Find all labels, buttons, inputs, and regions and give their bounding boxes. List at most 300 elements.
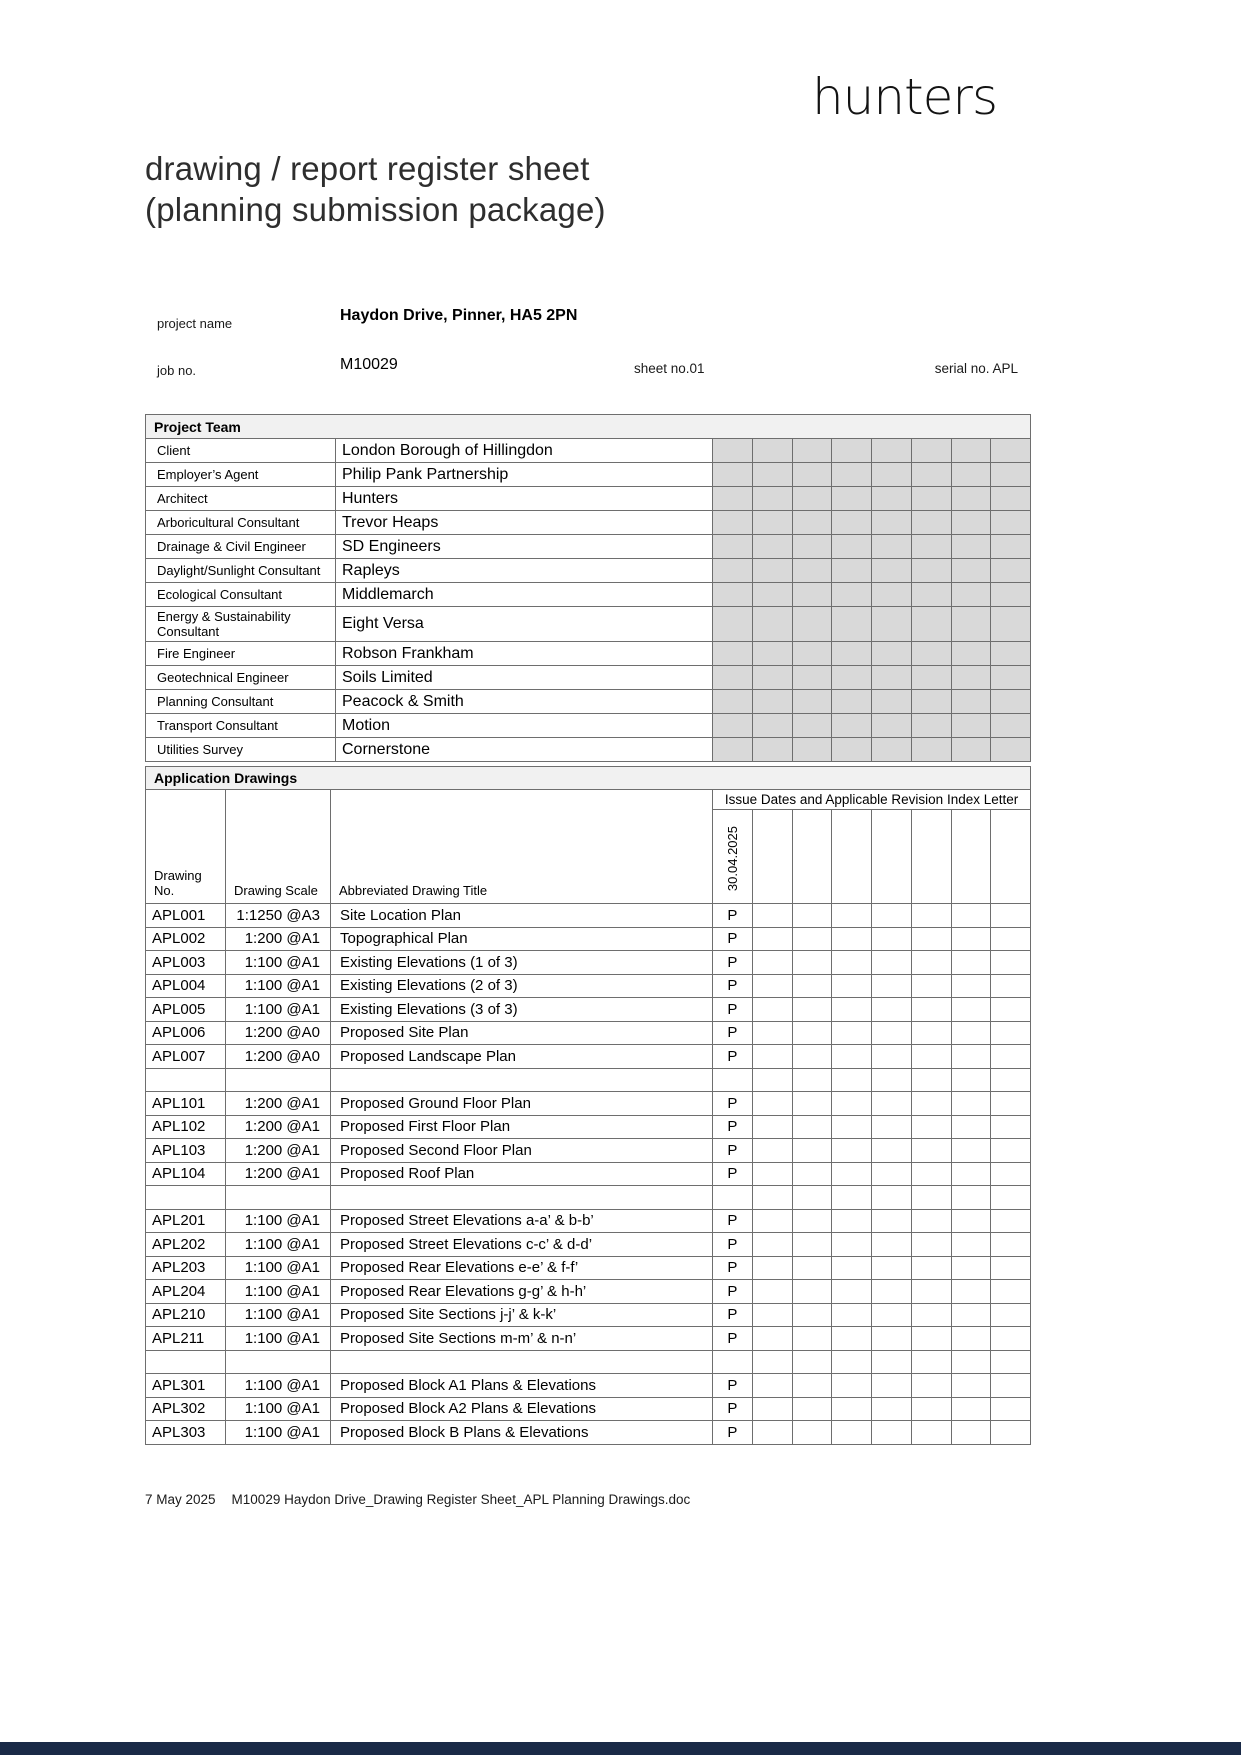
footer-filename: M10029 Haydon Drive_Drawing Register Sheet_APL Planning Drawings.doc xyxy=(231,1492,691,1507)
drawing-row xyxy=(146,927,1031,951)
revision-grid-cell xyxy=(792,714,832,738)
revision-cell xyxy=(951,1350,991,1374)
revision-grid-cell xyxy=(991,535,1031,559)
revision-cell xyxy=(832,1092,872,1116)
team-role-label: Utilities Survey xyxy=(146,738,336,762)
revision-grid-cell xyxy=(832,583,872,607)
revision-cell xyxy=(951,1162,991,1186)
drawing-no-cell: APL301 xyxy=(146,1374,226,1398)
revision-grid-cell xyxy=(832,607,872,642)
revision-grid-cell xyxy=(951,535,991,559)
revision-grid-cell xyxy=(752,607,792,642)
drawing-row xyxy=(146,1045,1031,1069)
revision-cell xyxy=(872,1021,912,1045)
team-role-label: Fire Engineer xyxy=(146,642,336,666)
project-team-row xyxy=(146,666,1031,690)
drawing-no-cell xyxy=(146,1068,226,1092)
revision-cell xyxy=(792,904,832,928)
drawing-row xyxy=(146,1303,1031,1327)
revision-cell: P xyxy=(713,927,753,951)
revision-cell xyxy=(832,1209,872,1233)
revision-cell xyxy=(872,1374,912,1398)
drawing-row xyxy=(146,1162,1031,1186)
team-role-label: Geotechnical Engineer xyxy=(146,666,336,690)
revision-cell: P xyxy=(713,1303,753,1327)
revision-cell xyxy=(752,1280,792,1304)
revision-cell xyxy=(951,1186,991,1210)
revision-grid-cell xyxy=(911,511,951,535)
revision-cell: P xyxy=(713,1209,753,1233)
drawing-title-cell: Proposed Block B Plans & Elevations xyxy=(331,1421,713,1445)
revision-cell xyxy=(832,1186,872,1210)
team-role-label: Planning Consultant xyxy=(146,690,336,714)
revision-grid-cell xyxy=(991,714,1031,738)
revision-grid-cell xyxy=(752,487,792,511)
drawing-title-cell: Proposed First Floor Plan xyxy=(331,1115,713,1139)
revision-cell xyxy=(911,1280,951,1304)
revision-cell xyxy=(951,1421,991,1445)
revision-grid-cell xyxy=(951,559,991,583)
bottom-accent-bar xyxy=(0,1742,1241,1755)
drawing-row xyxy=(146,1397,1031,1421)
team-company-name: Eight Versa xyxy=(336,607,713,642)
revision-cell xyxy=(752,1115,792,1139)
revision-cell xyxy=(991,974,1031,998)
revision-grid-cell xyxy=(911,690,951,714)
revision-cell xyxy=(951,904,991,928)
revision-cell xyxy=(872,1068,912,1092)
revision-grid-cell xyxy=(911,535,951,559)
drawing-row xyxy=(146,1139,1031,1163)
revision-cell xyxy=(951,1139,991,1163)
team-company-name: Rapleys xyxy=(336,559,713,583)
drawing-scale-cell: 1:200 @A1 xyxy=(226,927,331,951)
revision-cell xyxy=(792,998,832,1022)
application-drawings-table xyxy=(145,766,1031,1445)
drawing-row xyxy=(146,1233,1031,1257)
revision-grid-cell xyxy=(991,463,1031,487)
revision-grid-cell xyxy=(991,666,1031,690)
drawing-row xyxy=(146,998,1031,1022)
team-company-name: Cornerstone xyxy=(336,738,713,762)
revision-cell xyxy=(951,1280,991,1304)
drawing-scale-cell: 1:200 @A0 xyxy=(226,1021,331,1045)
revision-grid-cell xyxy=(872,535,912,559)
revision-grid-cell xyxy=(832,714,872,738)
revision-cell xyxy=(951,974,991,998)
revision-cell xyxy=(872,1045,912,1069)
drawing-no-cell: APL211 xyxy=(146,1327,226,1351)
revision-grid-cell xyxy=(832,535,872,559)
revision-cell: P xyxy=(713,1421,753,1445)
project-team-row xyxy=(146,559,1031,583)
drawing-no-cell: APL303 xyxy=(146,1421,226,1445)
issue-date-cell xyxy=(792,810,832,904)
revision-grid-cell xyxy=(752,583,792,607)
revision-grid-cell xyxy=(832,463,872,487)
revision-cell xyxy=(872,974,912,998)
team-role-label: Drainage & Civil Engineer xyxy=(146,535,336,559)
revision-cell xyxy=(911,1233,951,1257)
revision-cell xyxy=(951,927,991,951)
drawing-no-cell: APL002 xyxy=(146,927,226,951)
revision-cell xyxy=(792,1421,832,1445)
revision-cell xyxy=(752,1421,792,1445)
revision-grid-cell xyxy=(752,642,792,666)
revision-grid-cell xyxy=(951,439,991,463)
revision-cell xyxy=(991,1092,1031,1116)
revision-grid-cell xyxy=(792,511,832,535)
revision-cell xyxy=(991,1186,1031,1210)
revision-cell xyxy=(951,1233,991,1257)
revision-cell xyxy=(872,1139,912,1163)
revision-cell xyxy=(792,1092,832,1116)
revision-cell xyxy=(792,1374,832,1398)
drawing-title-cell: Proposed Street Elevations c-c’ & d-d’ xyxy=(331,1233,713,1257)
revision-cell xyxy=(951,1115,991,1139)
revision-cell xyxy=(832,1350,872,1374)
revision-cell xyxy=(911,1397,951,1421)
revision-cell xyxy=(911,927,951,951)
application-drawings-header: Application Drawings xyxy=(146,767,1031,790)
revision-cell xyxy=(951,1397,991,1421)
revision-cell xyxy=(951,1045,991,1069)
drawing-title-cell: Site Location Plan xyxy=(331,904,713,928)
project-team-row xyxy=(146,511,1031,535)
drawing-no-cell: APL003 xyxy=(146,951,226,975)
drawing-scale-cell: 1:100 @A1 xyxy=(226,1233,331,1257)
team-company-name: Motion xyxy=(336,714,713,738)
revision-grid-cell xyxy=(792,487,832,511)
drawing-title-cell xyxy=(331,1186,713,1210)
revision-cell xyxy=(911,1162,951,1186)
revision-cell xyxy=(752,904,792,928)
project-team-row xyxy=(146,487,1031,511)
drawing-no-cell xyxy=(146,1186,226,1210)
drawing-no-cell: APL203 xyxy=(146,1256,226,1280)
revision-cell xyxy=(911,1209,951,1233)
job-no-label: job no. xyxy=(157,363,197,378)
revision-cell xyxy=(832,1068,872,1092)
revision-grid-cell xyxy=(911,583,951,607)
issue-date-cell xyxy=(872,810,912,904)
revision-cell: P xyxy=(713,974,753,998)
revision-grid-cell xyxy=(951,511,991,535)
team-role-label: Employer’s Agent xyxy=(146,463,336,487)
revision-cell xyxy=(911,1303,951,1327)
revision-grid-cell xyxy=(713,738,753,762)
revision-grid-cell xyxy=(792,559,832,583)
revision-grid-cell xyxy=(911,714,951,738)
project-team-row xyxy=(146,439,1031,463)
team-company-name: Peacock & Smith xyxy=(336,690,713,714)
revision-grid-cell xyxy=(991,511,1031,535)
revision-cell xyxy=(991,1209,1031,1233)
project-team-table xyxy=(145,414,1031,762)
revision-cell xyxy=(911,1045,951,1069)
revision-grid-cell xyxy=(951,714,991,738)
revision-cell xyxy=(752,1327,792,1351)
project-team-row xyxy=(146,690,1031,714)
team-company-name: Trevor Heaps xyxy=(336,511,713,535)
project-team-row xyxy=(146,714,1031,738)
revision-cell xyxy=(872,998,912,1022)
drawing-row xyxy=(146,904,1031,928)
revision-grid-cell xyxy=(872,738,912,762)
revision-cell xyxy=(991,1139,1031,1163)
revision-cell: P xyxy=(713,998,753,1022)
revision-cell xyxy=(792,1021,832,1045)
revision-grid-cell xyxy=(911,607,951,642)
drawing-scale-cell: 1:100 @A1 xyxy=(226,1397,331,1421)
revision-cell xyxy=(951,1021,991,1045)
revision-cell xyxy=(752,1374,792,1398)
drawing-title-cell: Existing Elevations (3 of 3) xyxy=(331,998,713,1022)
hunters-logo: hunters xyxy=(811,68,997,126)
revision-cell: P xyxy=(713,1397,753,1421)
revision-grid-cell xyxy=(832,487,872,511)
drawing-row xyxy=(146,1092,1031,1116)
revision-cell xyxy=(752,1256,792,1280)
team-role-label: Ecological Consultant xyxy=(146,583,336,607)
revision-cell xyxy=(752,951,792,975)
revision-cell xyxy=(752,1397,792,1421)
drawing-no-cell: APL001 xyxy=(146,904,226,928)
revision-grid-cell xyxy=(911,738,951,762)
drawing-title-cell: Proposed Roof Plan xyxy=(331,1162,713,1186)
drawing-scale-cell: 1:200 @A1 xyxy=(226,1115,331,1139)
drawing-title-cell: Topographical Plan xyxy=(331,927,713,951)
revision-cell xyxy=(911,951,951,975)
revision-cell xyxy=(792,1397,832,1421)
revision-cell xyxy=(832,1374,872,1398)
drawing-scale-cell: 1:100 @A1 xyxy=(226,1256,331,1280)
drawing-scale-cell xyxy=(226,1068,331,1092)
revision-grid-cell xyxy=(752,559,792,583)
revision-cell xyxy=(792,1303,832,1327)
team-company-name: Middlemarch xyxy=(336,583,713,607)
revision-grid-cell xyxy=(713,690,753,714)
revision-cell xyxy=(713,1350,753,1374)
revision-cell: P xyxy=(713,1280,753,1304)
team-company-name: London Borough of Hillingdon xyxy=(336,439,713,463)
revision-cell xyxy=(911,1350,951,1374)
revision-cell xyxy=(792,1162,832,1186)
revision-cell: P xyxy=(713,1021,753,1045)
revision-cell xyxy=(911,904,951,928)
revision-grid-cell xyxy=(991,583,1031,607)
team-role-label: Energy & Sustainability Consultant xyxy=(146,607,336,642)
revision-grid-cell xyxy=(752,535,792,559)
revision-cell xyxy=(911,1421,951,1445)
drawing-title-cell: Existing Elevations (2 of 3) xyxy=(331,974,713,998)
revision-cell: P xyxy=(713,1233,753,1257)
revision-grid-cell xyxy=(991,559,1031,583)
drawing-scale-column-header: Drawing Scale xyxy=(226,790,331,904)
revision-grid-cell xyxy=(752,511,792,535)
revision-cell xyxy=(752,1092,792,1116)
revision-cell: P xyxy=(713,904,753,928)
revision-grid-cell xyxy=(752,463,792,487)
revision-cell xyxy=(911,1186,951,1210)
drawing-no-cell xyxy=(146,1350,226,1374)
revision-cell xyxy=(991,1045,1031,1069)
revision-cell xyxy=(792,1068,832,1092)
revision-grid-cell xyxy=(911,666,951,690)
revision-grid-cell xyxy=(792,642,832,666)
revision-grid-cell xyxy=(832,690,872,714)
revision-grid-cell xyxy=(951,642,991,666)
drawing-scale-cell: 1:100 @A1 xyxy=(226,1421,331,1445)
drawing-title-cell: Proposed Block A2 Plans & Elevations xyxy=(331,1397,713,1421)
revision-grid-cell xyxy=(911,559,951,583)
revision-grid-cell xyxy=(872,439,912,463)
revision-cell xyxy=(991,1162,1031,1186)
revision-cell xyxy=(792,974,832,998)
revision-grid-cell xyxy=(991,738,1031,762)
team-company-name: Hunters xyxy=(336,487,713,511)
revision-grid-cell xyxy=(951,690,991,714)
drawing-scale-cell: 1:200 @A1 xyxy=(226,1162,331,1186)
drawing-row xyxy=(146,1327,1031,1351)
revision-cell xyxy=(911,1021,951,1045)
revision-cell xyxy=(752,1186,792,1210)
drawing-row xyxy=(146,1256,1031,1280)
issue-date-label: 30.04.2025 xyxy=(724,825,740,891)
drawing-row xyxy=(146,1209,1031,1233)
revision-cell xyxy=(832,974,872,998)
issue-date-cell xyxy=(951,810,991,904)
drawing-scale-cell: 1:200 @A0 xyxy=(226,1045,331,1069)
project-team-row xyxy=(146,463,1031,487)
revision-grid-cell xyxy=(792,583,832,607)
revision-grid-cell xyxy=(713,714,753,738)
revision-cell xyxy=(832,1115,872,1139)
drawing-scale-cell: 1:100 @A1 xyxy=(226,1280,331,1304)
revision-cell xyxy=(951,998,991,1022)
revision-cell xyxy=(911,1068,951,1092)
drawing-no-cell: APL204 xyxy=(146,1280,226,1304)
revision-grid-cell xyxy=(713,607,753,642)
revision-cell xyxy=(752,1162,792,1186)
drawing-row xyxy=(146,1374,1031,1398)
drawing-title-cell: Proposed Site Plan xyxy=(331,1021,713,1045)
drawing-no-cell: APL007 xyxy=(146,1045,226,1069)
team-role-label: Transport Consultant xyxy=(146,714,336,738)
revision-cell: P xyxy=(713,1162,753,1186)
revision-cell xyxy=(792,1327,832,1351)
drawing-no-cell: APL104 xyxy=(146,1162,226,1186)
drawing-title-cell: Proposed Ground Floor Plan xyxy=(331,1092,713,1116)
team-company-name: Soils Limited xyxy=(336,666,713,690)
revision-cell: P xyxy=(713,1045,753,1069)
revision-cell xyxy=(752,1233,792,1257)
project-team-row xyxy=(146,642,1031,666)
drawing-no-cell: APL210 xyxy=(146,1303,226,1327)
revision-cell xyxy=(872,1209,912,1233)
revision-cell xyxy=(752,1350,792,1374)
project-team-row xyxy=(146,583,1031,607)
revision-grid-cell xyxy=(713,666,753,690)
document-title-line1: drawing / report register sheet xyxy=(145,150,590,187)
revision-cell xyxy=(832,1162,872,1186)
revision-cell xyxy=(713,1186,753,1210)
revision-grid-cell xyxy=(951,583,991,607)
drawing-title-cell: Proposed Block A1 Plans & Elevations xyxy=(331,1374,713,1398)
drawing-title-cell: Proposed Site Sections j-j’ & k-k’ xyxy=(331,1303,713,1327)
revision-grid-cell xyxy=(872,607,912,642)
revision-cell xyxy=(792,1350,832,1374)
revision-cell xyxy=(872,927,912,951)
revision-cell xyxy=(832,1280,872,1304)
revision-cell xyxy=(872,1350,912,1374)
team-company-name: Robson Frankham xyxy=(336,642,713,666)
drawing-row xyxy=(146,974,1031,998)
revision-cell xyxy=(872,1092,912,1116)
revision-cell xyxy=(792,927,832,951)
revision-cell xyxy=(792,1280,832,1304)
revision-cell xyxy=(872,1327,912,1351)
register-tables xyxy=(145,414,1030,1445)
revision-cell xyxy=(792,1256,832,1280)
revision-cell xyxy=(832,1233,872,1257)
revision-grid-cell xyxy=(713,559,753,583)
revision-cell xyxy=(872,1162,912,1186)
revision-cell xyxy=(832,998,872,1022)
revision-cell xyxy=(832,1327,872,1351)
revision-grid-cell xyxy=(951,738,991,762)
revision-grid-cell xyxy=(792,666,832,690)
drawing-rows xyxy=(146,904,1031,1445)
revision-cell xyxy=(991,1421,1031,1445)
revision-cell xyxy=(752,998,792,1022)
revision-grid-cell xyxy=(713,583,753,607)
revision-grid-cell xyxy=(752,690,792,714)
drawing-scale-cell: 1:100 @A1 xyxy=(226,1209,331,1233)
team-company-name: SD Engineers xyxy=(336,535,713,559)
drawings-column-header-row xyxy=(146,790,1031,810)
revision-grid-cell xyxy=(792,738,832,762)
drawing-no-cell: APL103 xyxy=(146,1139,226,1163)
revision-cell: P xyxy=(713,1374,753,1398)
revision-cell xyxy=(951,1209,991,1233)
drawing-no-cell: APL004 xyxy=(146,974,226,998)
drawing-title-cell: Existing Elevations (1 of 3) xyxy=(331,951,713,975)
team-role-label: Client xyxy=(146,439,336,463)
issue-date-cell xyxy=(713,810,753,904)
revision-cell xyxy=(872,1280,912,1304)
revision-grid-cell xyxy=(951,487,991,511)
revision-cell xyxy=(792,951,832,975)
revision-grid-cell xyxy=(713,535,753,559)
revision-grid-cell xyxy=(792,535,832,559)
revision-cell xyxy=(792,1115,832,1139)
team-company-name: Philip Pank Partnership xyxy=(336,463,713,487)
revision-grid-cell xyxy=(713,439,753,463)
project-name-label: project name xyxy=(157,316,233,331)
revision-grid-cell xyxy=(991,642,1031,666)
revision-grid-cell xyxy=(951,666,991,690)
drawing-no-cell: APL005 xyxy=(146,998,226,1022)
revision-grid-cell xyxy=(832,738,872,762)
revision-grid-cell xyxy=(713,463,753,487)
revision-cell xyxy=(911,974,951,998)
revision-cell: P xyxy=(713,951,753,975)
drawing-row xyxy=(146,951,1031,975)
revision-cell xyxy=(832,927,872,951)
revision-grid-cell xyxy=(872,511,912,535)
job-no-value: M10029 xyxy=(340,356,398,373)
